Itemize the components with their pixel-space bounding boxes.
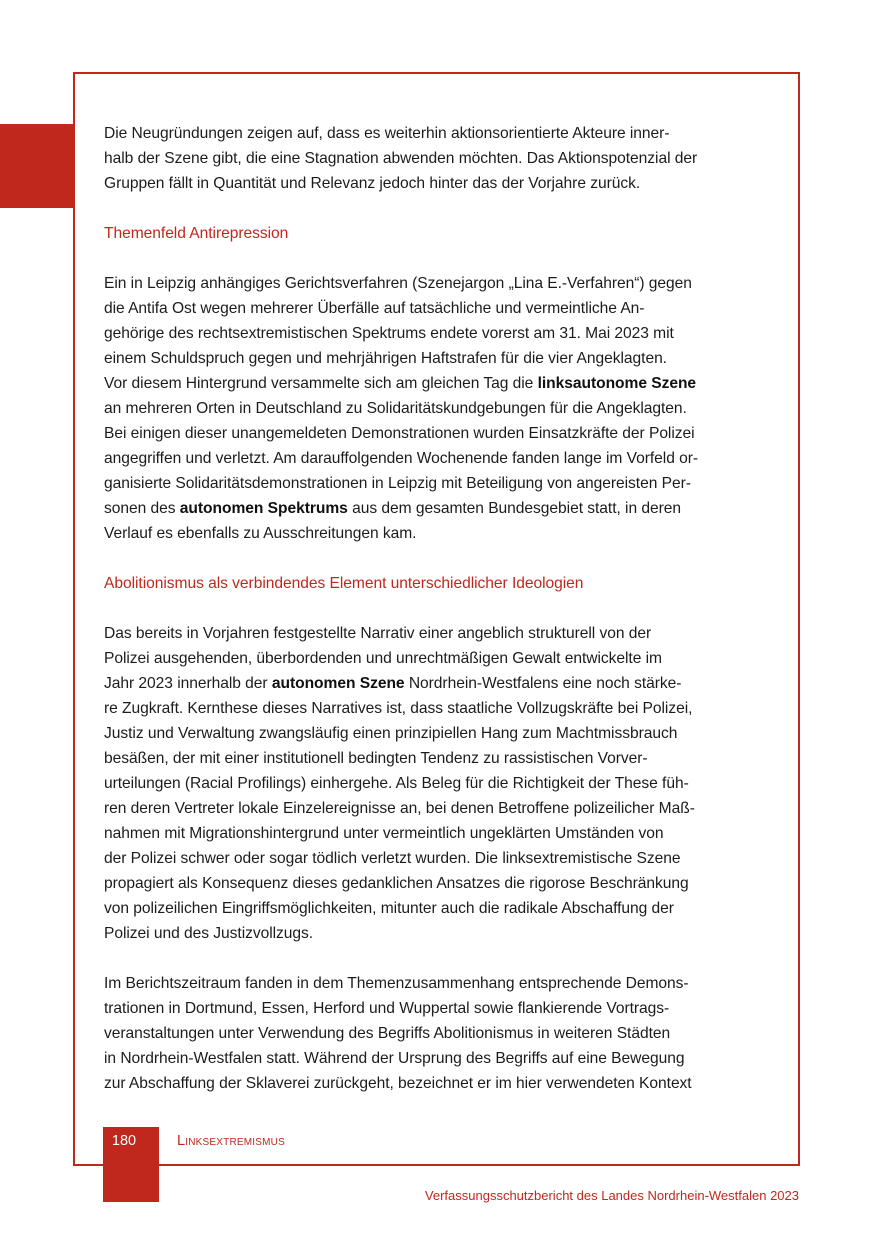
text-line: urteilungen (Racial Profilings) einhergehe. Als Beleg für die Richtigkeit der These füh- — [104, 775, 689, 792]
text-line: re Zugkraft. Kernthese dieses Narratives ist, dass staatliche Vollzugskräfte bei Polizei, — [104, 700, 693, 717]
text-line: nahmen mit Migrationshintergrund unter vermeintlich ungeklärten Umständen von — [104, 825, 664, 842]
side-tab-marker — [0, 124, 74, 208]
text-line — [104, 371, 776, 396]
text-segment: aus dem gesamten Bundesgebiet statt, in deren — [347, 500, 681, 517]
text-line: Polizei und des Justizvollzugs. — [104, 925, 314, 942]
text-line — [104, 671, 776, 696]
text-line: propagiert als Konsequenz dieses gedanklichen Ansatzes die rigorose Beschränkung — [104, 875, 689, 892]
text-line: angegriffen und verletzt. Am darauffolgenden Wochenende fanden lange im Vorfeld or- — [104, 450, 699, 467]
text-line: einem Schuldspruch gegen und mehrjährigen Haftstrafen für die vier Angeklagten. — [104, 350, 667, 367]
antirepression-paragraph — [104, 271, 776, 546]
text-line: von polizeilichen Eingriffsmöglichkeiten, mitunter auch die radikale Abschaffung der — [104, 900, 674, 917]
text-line: in Nordrhein-Westfalen statt. Während der Ursprung des Begriffs auf eine Bewegung — [104, 1050, 685, 1067]
text-line — [104, 496, 776, 521]
page-number: 180 — [111, 1133, 137, 1149]
text-line: halb der Szene gibt, die eine Stagnation abwenden möchten. Das Aktionspotenzial der — [104, 150, 698, 167]
text-line: veranstaltungen unter Verwendung des Begriffs Abolitionismus in weiteren Städten — [104, 1025, 671, 1042]
text-line: an mehreren Orten in Deutschland zu Solidaritätskundgebungen für die Angeklagten. — [104, 400, 687, 417]
abolitionismus-paragraph-2 — [104, 971, 776, 1096]
text-line: Polizei ausgehenden, überbordenden und unrechtmäßigen Gewalt entwickelte im — [104, 650, 662, 667]
emphasis-autonomen-spektrums: autonomen Spektrums — [179, 500, 348, 517]
text-line: ganisierte Solidaritätsdemonstrationen in Leipzig mit Beteiligung von angereisten Per- — [104, 475, 691, 492]
text-line: die Antifa Ost wegen mehrerer Überfälle auf tatsächliche und vermeintliche An- — [104, 300, 645, 317]
text-segment: Nordrhein-Westfalens eine noch stärke- — [404, 675, 682, 692]
section-heading-abolitionismus: Abolitionismus als verbindendes Element unterschiedlicher Ideologien — [104, 575, 584, 592]
emphasis-autonomen-szene: autonomen Szene — [271, 675, 405, 692]
chapter-title: Linksextremismus — [177, 1133, 285, 1149]
text-line: Im Berichtszeitraum fanden in dem Themenzusammenhang entsprechende Demons- — [104, 975, 689, 992]
section-heading-antirepression: Themenfeld Antirepression — [104, 225, 289, 242]
text-line: Bei einigen dieser unangemeldeten Demonstrationen wurden Einsatzkräfte der Polizei — [104, 425, 695, 442]
text-line: ren deren Vertreter lokale Einzelereignisse an, bei denen Betroffene polizeilicher Maß- — [104, 800, 695, 817]
text-segment: Vor diesem Hintergrund versammelte sich am gleichen Tag die — [104, 375, 538, 392]
text-line: der Polizei schwer oder sogar tödlich verletzt wurden. Die linksextremistische Szene — [104, 850, 681, 867]
text-line: Die Neugründungen zeigen auf, dass es weiterhin aktionsorientierte Akteure inner- — [104, 125, 670, 142]
text-segment: sonen des — [104, 500, 180, 517]
text-line: Gruppen fällt in Quantität und Relevanz jedoch hinter das der Vorjahre zurück. — [104, 175, 641, 192]
text-line: Verlauf es ebenfalls zu Ausschreitungen kam. — [104, 525, 417, 542]
text-line: Justiz und Verwaltung zwangsläufig einen prinzipiellen Hang zum Machtmissbrauch — [104, 725, 678, 742]
text-segment: Jahr 2023 innerhalb der — [104, 675, 272, 692]
abolitionismus-paragraph-1 — [104, 621, 776, 946]
text-line: besäßen, der mit einer institutionell bedingten Tendenz zu rassistischen Vorver- — [104, 750, 648, 767]
intro-paragraph — [104, 121, 776, 196]
text-line: gehörige des rechtsextremistischen Spektrums endete vorerst am 31. Mai 2023 mit — [104, 325, 674, 342]
text-line: Das bereits in Vorjahren festgestellte Narrativ einer angeblich strukturell von der — [104, 625, 652, 642]
emphasis-linksautonome-szene: linksautonome Szene — [537, 375, 697, 392]
main-content — [104, 121, 776, 1096]
text-line: Ein in Leipzig anhängiges Gerichtsverfahren (Szenejargon „Lina E.-Verfahren“) gegen — [104, 275, 692, 292]
publication-title: Verfassungsschutzbericht des Landes Nordrhein-Westfalen 2023 — [424, 1188, 799, 1203]
text-line: trationen in Dortmund, Essen, Herford und Wuppertal sowie flankierende Vortrags- — [104, 1000, 670, 1017]
text-line: zur Abschaffung der Sklaverei zurückgeht, bezeichnet er im hier verwendeten Kontext — [104, 1075, 692, 1092]
